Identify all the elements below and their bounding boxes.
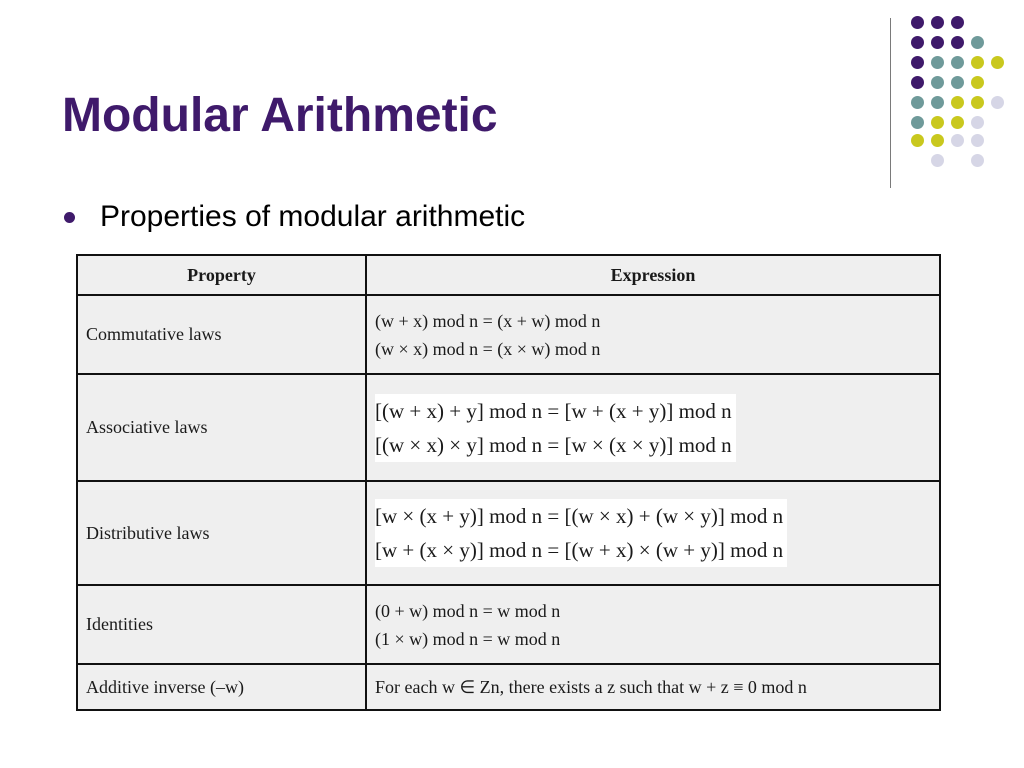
decorative-dot [971, 116, 984, 129]
expression-line: [w + (x × y)] mod n = [(w + x) × (w + y)] mod n [375, 533, 787, 567]
decorative-dot [991, 56, 1004, 69]
decorative-dot [931, 116, 944, 129]
decorative-dot [931, 16, 944, 29]
decorative-dot [911, 76, 924, 89]
decorative-dot [911, 134, 924, 147]
decorative-dot [911, 16, 924, 29]
expression-cell [366, 664, 940, 710]
table-header-row [77, 255, 940, 295]
bullet-icon [64, 212, 75, 223]
decorative-dot [971, 56, 984, 69]
header-property: Property [77, 255, 366, 295]
table-row [77, 664, 940, 710]
table-row [77, 585, 940, 664]
decorative-dot [931, 134, 944, 147]
expression-line: (w + x) mod n = (x + w) mod n [375, 310, 601, 331]
expression-line: (0 + w) mod n = w mod n [375, 600, 561, 621]
decorative-dot [971, 36, 984, 49]
property-cell: Additive inverse (–w) [77, 664, 366, 710]
expression-line: For each w ∈ Zn, there exists a z such that w + z ≡ 0 mod n [375, 677, 807, 697]
properties-table [76, 254, 941, 711]
expression-line: [(w × x) × y] mod n = [w × (x × y)] mod n [375, 428, 736, 462]
expression-line: [w × (x + y)] mod n = [(w × x) + (w × y)] mod n [375, 499, 787, 533]
table-row [77, 374, 940, 481]
expression-cell [366, 585, 940, 664]
expression-line: [(w + x) + y] mod n = [w + (x + y)] mod n [375, 394, 736, 428]
header-expression: Expression [366, 255, 940, 295]
decorative-divider [890, 18, 891, 188]
decorative-dot [951, 16, 964, 29]
decorative-dot [931, 36, 944, 49]
decorative-dot [911, 96, 924, 109]
decorative-dot [971, 154, 984, 167]
property-cell: Associative laws [77, 374, 366, 481]
decorative-dot [951, 36, 964, 49]
decorative-dot [991, 96, 1004, 109]
table-row [77, 295, 940, 374]
expression-cell [366, 374, 940, 481]
decorative-dot [971, 76, 984, 89]
expression-line: (1 × w) mod n = w mod n [375, 628, 561, 649]
decorative-dot [951, 56, 964, 69]
decorative-dot [911, 56, 924, 69]
decorative-dot [951, 76, 964, 89]
expression-cell [366, 481, 940, 585]
bullet-item [62, 200, 525, 234]
expression-cell [366, 295, 940, 374]
decorative-dot [911, 116, 924, 129]
decorative-dot [931, 96, 944, 109]
property-cell: Commutative laws [77, 295, 366, 374]
bullet-text: Properties of modular arithmetic [100, 200, 526, 233]
decorative-dot [911, 36, 924, 49]
decorative-dot [951, 116, 964, 129]
expression-line: (w × x) mod n = (x × w) mod n [375, 338, 601, 359]
property-cell: Identities [77, 585, 366, 664]
property-cell: Distributive laws [77, 481, 366, 585]
slide-title: Modular Arithmetic [62, 89, 498, 142]
decorative-dot [931, 76, 944, 89]
table-row [77, 481, 940, 585]
decorative-dot [971, 134, 984, 147]
decorative-dot [951, 134, 964, 147]
decorative-dot [931, 56, 944, 69]
decorative-dot [951, 96, 964, 109]
decorative-dot [931, 154, 944, 167]
decorative-dot [971, 96, 984, 109]
